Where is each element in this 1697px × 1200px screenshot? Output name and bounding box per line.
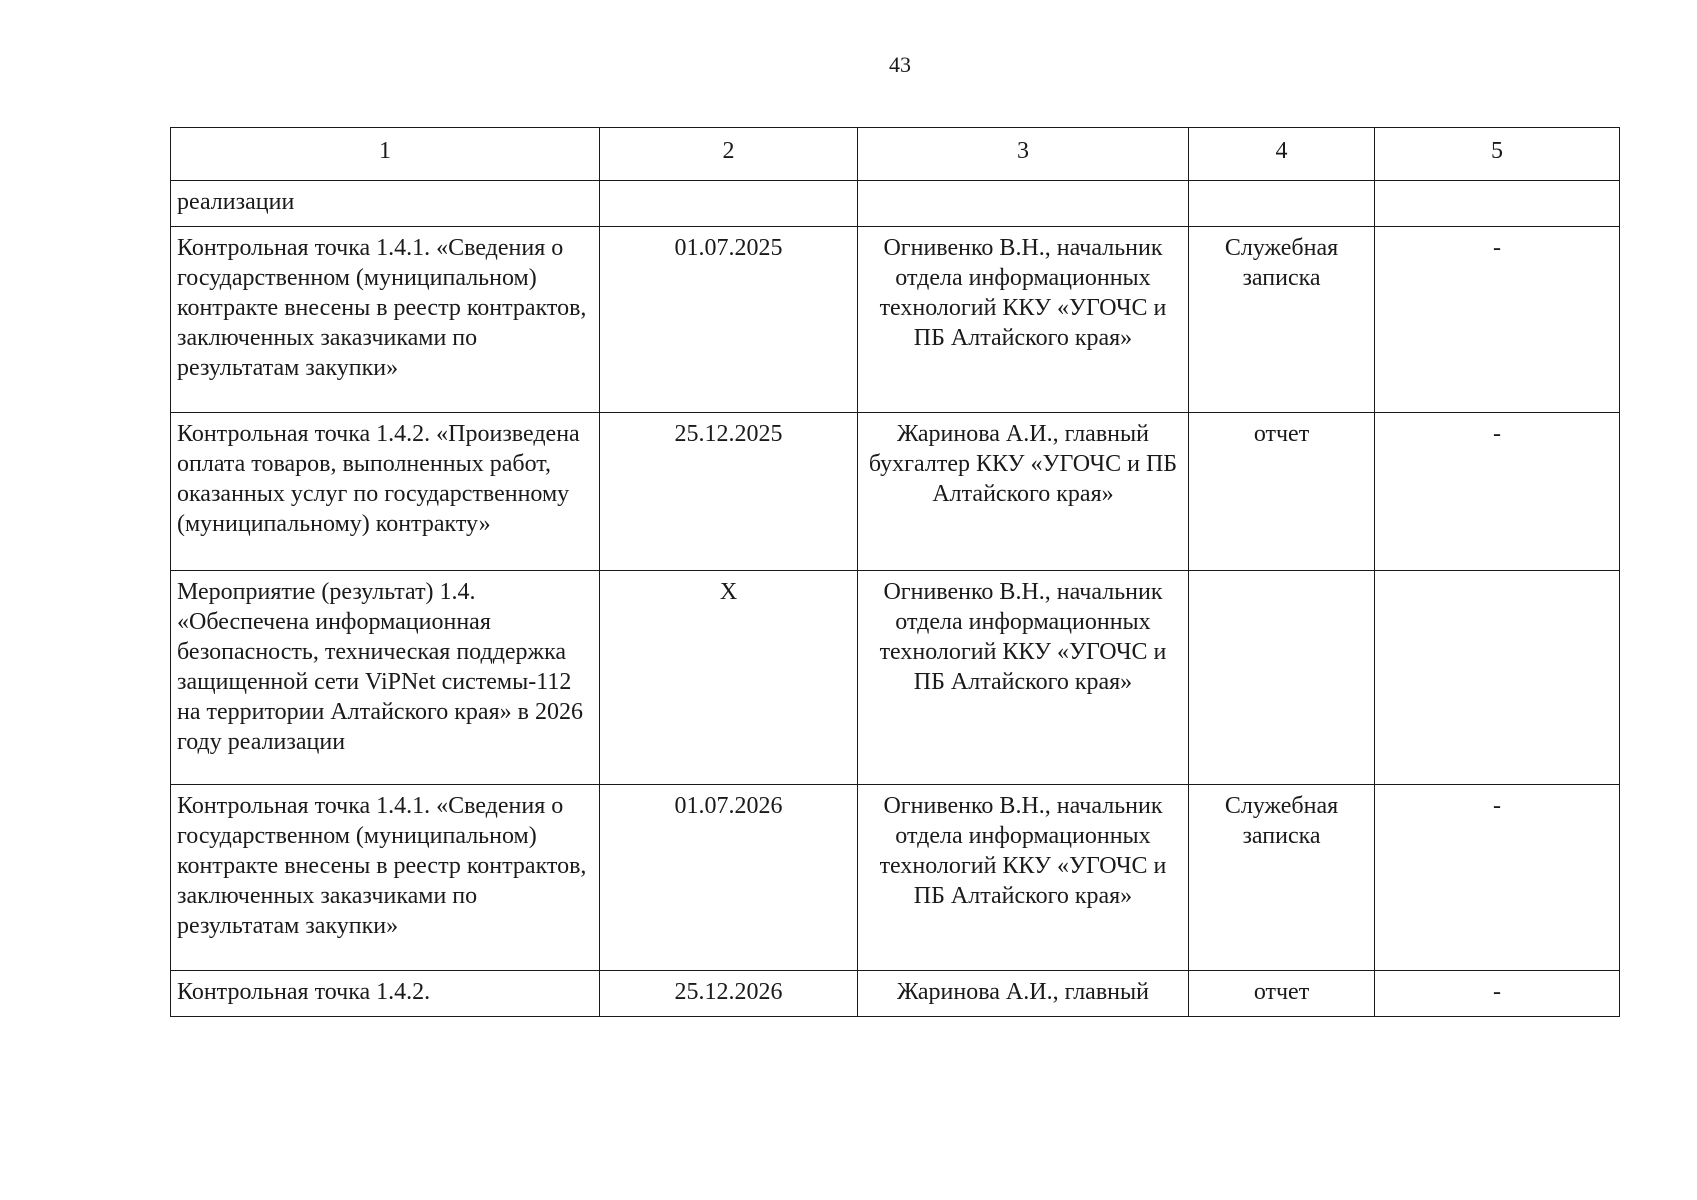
table-row <box>171 413 1620 571</box>
cell-note <box>1375 181 1620 227</box>
header-cell-5: 5 <box>1375 128 1620 181</box>
cell-responsible <box>858 181 1189 227</box>
table-row <box>171 571 1620 785</box>
cell-note: - <box>1375 227 1620 413</box>
header-cell-2: 2 <box>600 128 858 181</box>
table-row <box>171 181 1620 227</box>
cell-responsible: Огнивенко В.Н., начальник отдела информационных технологий ККУ «УГОЧС и ПБ Алтайского края» <box>858 571 1189 785</box>
cell-date: 01.07.2026 <box>600 785 858 971</box>
plan-table <box>170 127 1620 1017</box>
page-number: 43 <box>889 52 911 77</box>
header-cell-1: 1 <box>171 128 600 181</box>
cell-name: Контрольная точка 1.4.2. «Произведена оплата товаров, выполненных работ, оказанных услуг по государственному (муниципальному) контракту» <box>171 413 600 571</box>
cell-name: Мероприятие (результат) 1.4. «Обеспечена информационная безопасность, техническая поддержка защищенной сети ViPNet системы-112 на территории Алтайского края» в 2026 году реализации <box>171 571 600 785</box>
cell-responsible: Жаринова А.И., главный бухгалтер ККУ «УГОЧС и ПБ Алтайского края» <box>858 413 1189 571</box>
cell-note <box>1375 571 1620 785</box>
cell-document <box>1188 181 1374 227</box>
cell-date: 01.07.2025 <box>600 227 858 413</box>
cell-date <box>600 181 858 227</box>
cell-document: Служебная записка <box>1188 785 1374 971</box>
cell-name: Контрольная точка 1.4.1. «Сведения о государственном (муниципальном) контракте внесены в реестр контрактов, заключенных заказчиками по результатам закупки» <box>171 785 600 971</box>
header-cell-4: 4 <box>1188 128 1374 181</box>
cell-name: реализации <box>171 181 600 227</box>
cell-date: 25.12.2026 <box>600 971 858 1017</box>
cell-document: Служебная записка <box>1188 227 1374 413</box>
header-cell-3: 3 <box>858 128 1189 181</box>
table-row <box>171 227 1620 413</box>
table-row <box>171 785 1620 971</box>
cell-name: Контрольная точка 1.4.2. <box>171 971 600 1017</box>
cell-note: - <box>1375 971 1620 1017</box>
cell-document: отчет <box>1188 413 1374 571</box>
cell-date: 25.12.2025 <box>600 413 858 571</box>
cell-responsible: Жаринова А.И., главный <box>858 971 1189 1017</box>
cell-document <box>1188 571 1374 785</box>
cell-document: отчет <box>1188 971 1374 1017</box>
header-row <box>171 128 1620 181</box>
cell-responsible: Огнивенко В.Н., начальник отдела информационных технологий ККУ «УГОЧС и ПБ Алтайского края» <box>858 227 1189 413</box>
cell-note: - <box>1375 413 1620 571</box>
cell-responsible: Огнивенко В.Н., начальник отдела информационных технологий ККУ «УГОЧС и ПБ Алтайского края» <box>858 785 1189 971</box>
cell-date: X <box>600 571 858 785</box>
cell-name: Контрольная точка 1.4.1. «Сведения о государственном (муниципальном) контракте внесены в реестр контрактов, заключенных заказчиками по результатам закупки» <box>171 227 600 413</box>
table-row <box>171 971 1620 1017</box>
cell-note: - <box>1375 785 1620 971</box>
